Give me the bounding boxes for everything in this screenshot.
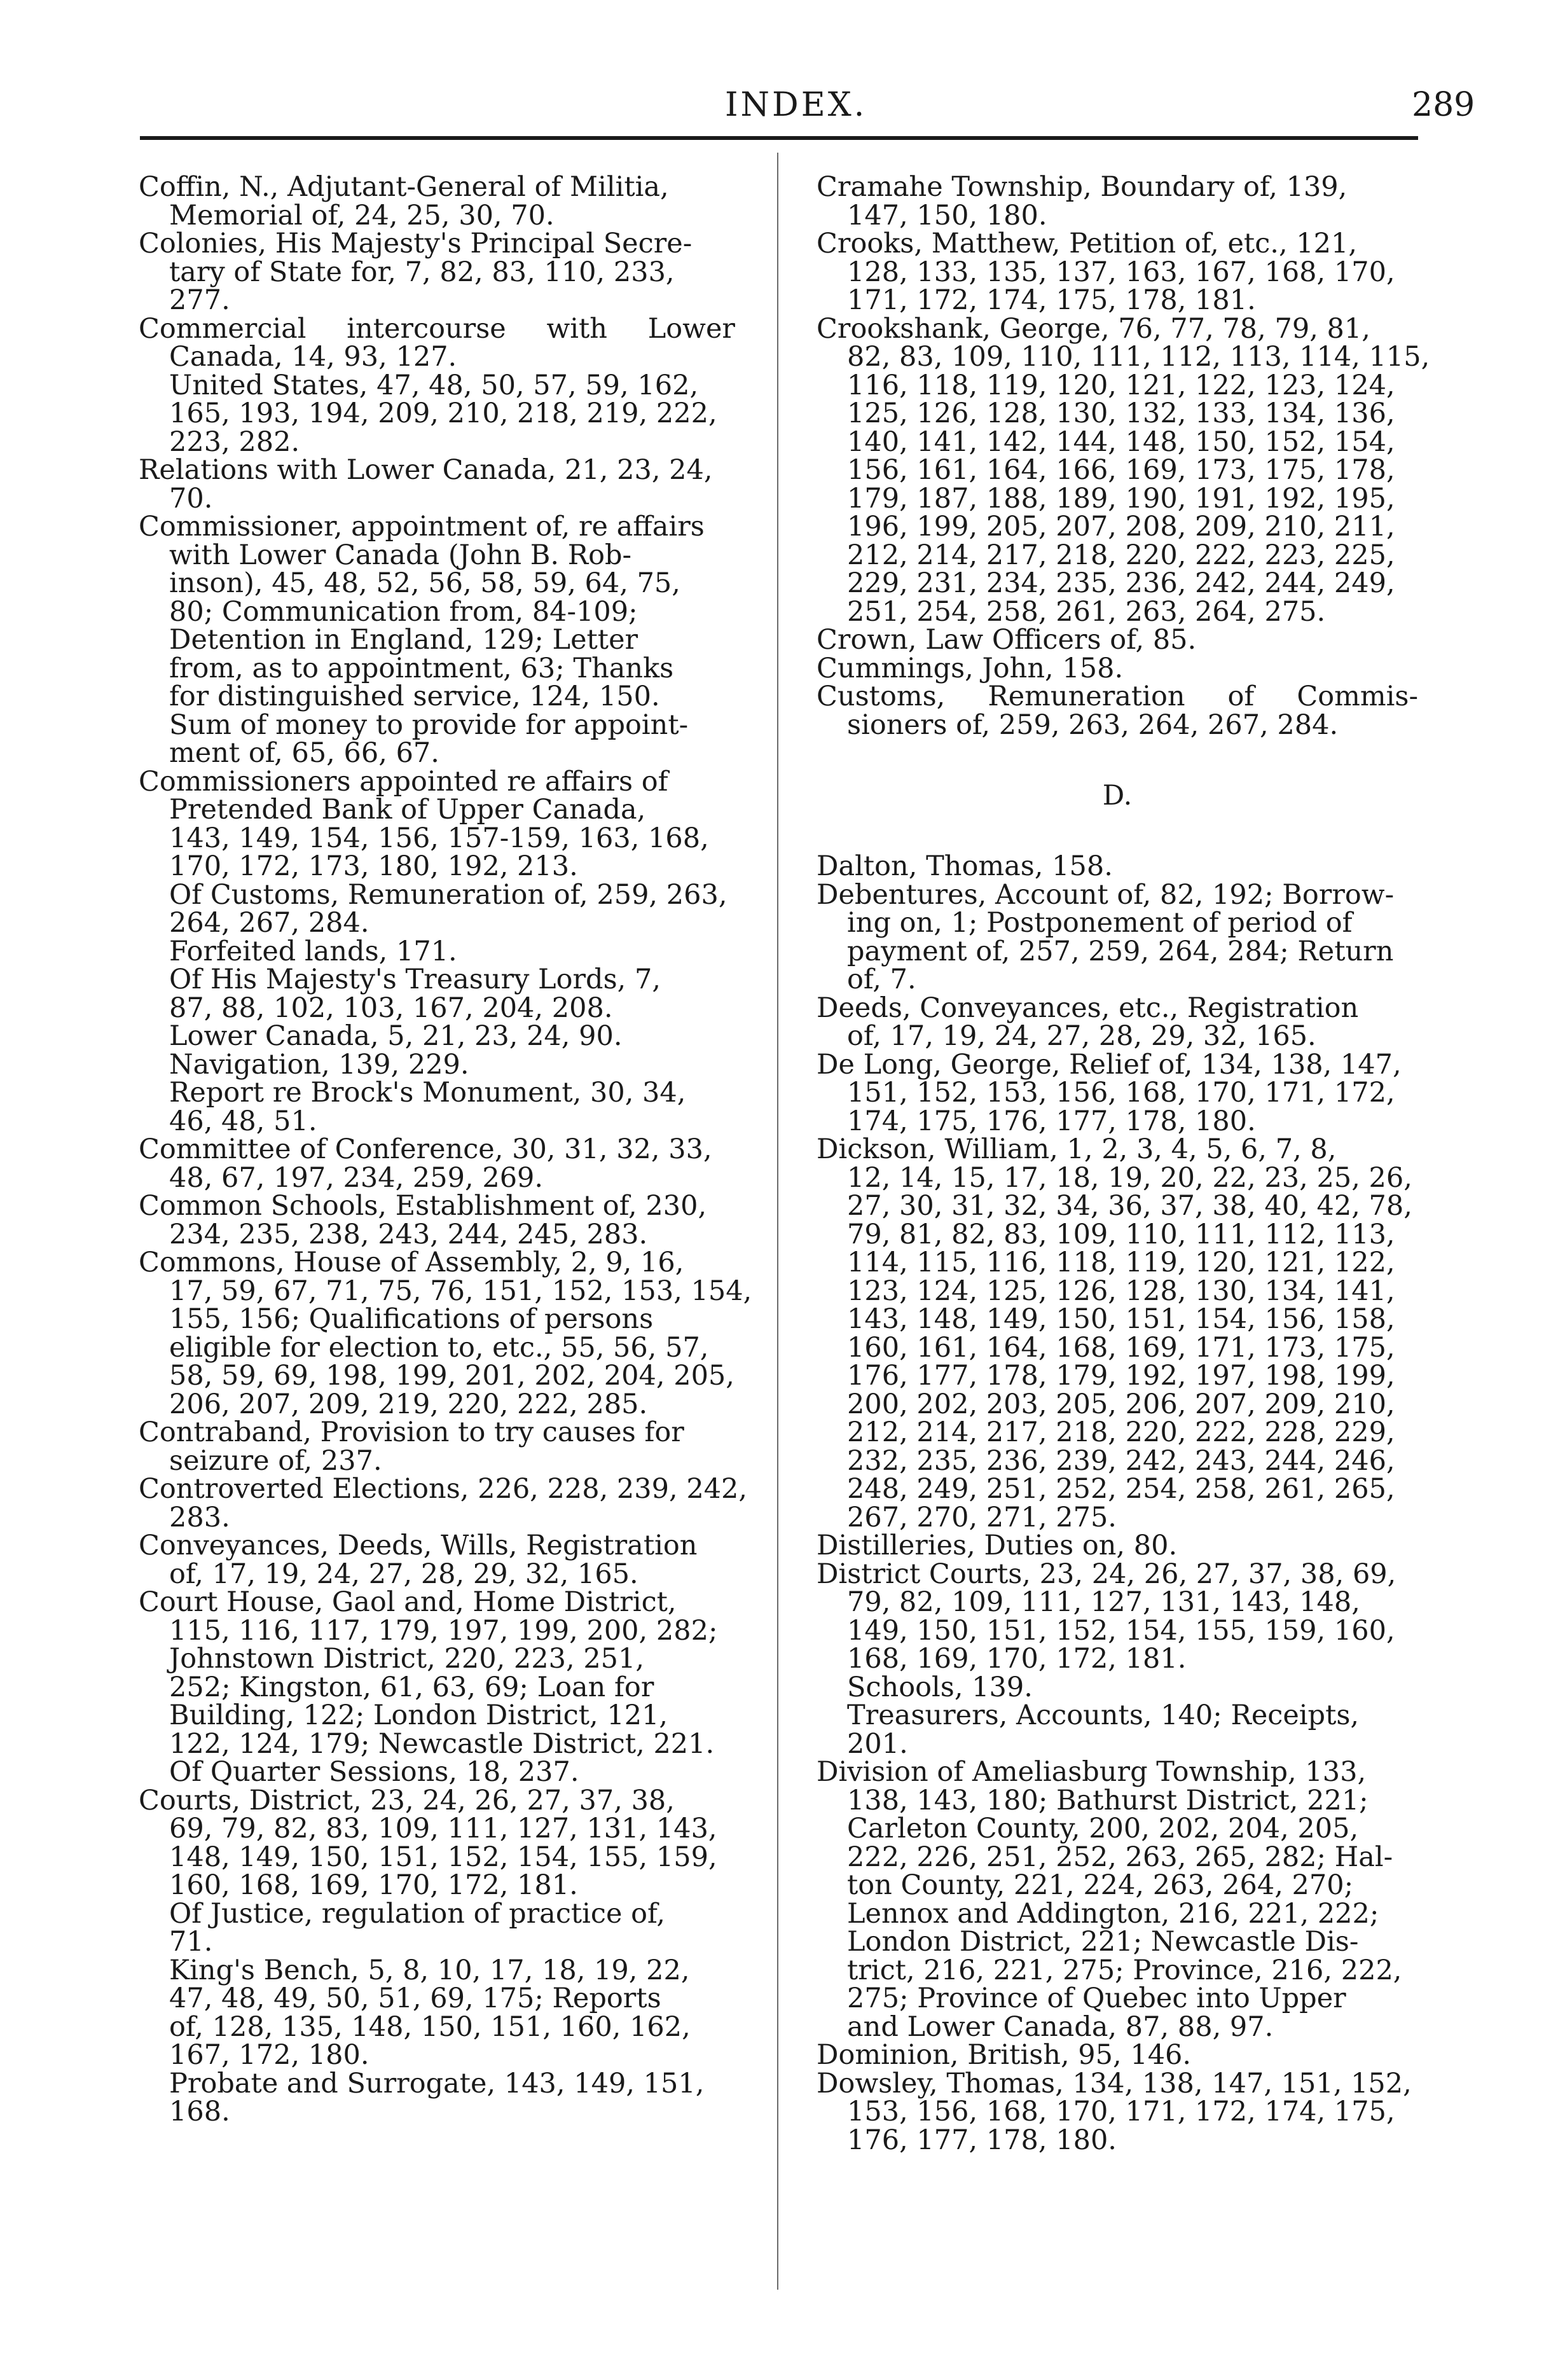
index-entry-continuation: Canada, 14, 93, 127. bbox=[169, 341, 457, 373]
header-rule bbox=[140, 136, 1418, 140]
index-column-left bbox=[139, 171, 752, 2127]
index-entry-continuation: payment of, 257, 259, 264, 284; Return bbox=[847, 935, 1394, 967]
index-entry-continuation: 48, 67, 197, 234, 259, 269. bbox=[169, 1161, 544, 1194]
index-entry-continuation: 116, 118, 119, 120, 121, 122, 123, 124, bbox=[847, 369, 1395, 401]
index-entry-continuation: 79, 82, 109, 111, 127, 131, 143, 148, bbox=[847, 1586, 1360, 1618]
index-entry-continuation: 114, 115, 116, 118, 119, 120, 121, 122, bbox=[847, 1247, 1395, 1278]
index-entry-continuation: of, 7. bbox=[847, 964, 916, 995]
index-entry-continuation: 46, 48, 51. bbox=[169, 1105, 317, 1137]
index-entry-continuation: 251, 254, 258, 261, 263, 264, 275. bbox=[847, 595, 1326, 628]
index-entry-continuation: 70. bbox=[169, 482, 213, 515]
index-entry-line: Deeds, Conveyances, etc., Registration bbox=[817, 992, 1359, 1024]
index-entry-continuation: 252; Kingston, 61, 63, 69; Loan for bbox=[169, 1671, 654, 1703]
index-entry-continuation: 165, 193, 194, 209, 210, 218, 219, 222, bbox=[169, 398, 717, 429]
index-entry-line: Colonies, His Majesty's Principal Secre- bbox=[139, 228, 693, 259]
index-entry-line: Dominion, British, 95, 146. bbox=[817, 2039, 1192, 2071]
index-entry-continuation: of, 17, 19, 24, 27, 28, 29, 32, 165. bbox=[847, 1020, 1316, 1052]
index-entry-continuation: London District, 221; Newcastle Dis- bbox=[847, 1926, 1359, 1958]
index-entry-continuation: Detention in England, 129; Letter bbox=[169, 624, 638, 656]
index-entry-line: Dickson, William, 1, 2, 3, 4, 5, 6, 7, 8, bbox=[817, 1133, 1337, 1165]
index-entry-continuation: 148, 149, 150, 151, 152, 154, 155, 159, bbox=[169, 1841, 717, 1873]
index-entry-continuation: 168. bbox=[169, 2096, 230, 2127]
index-entry-continuation: of, 17, 19, 24, 27, 28, 29, 32, 165. bbox=[169, 1558, 638, 1590]
index-entry-continuation: ton County, 221, 224, 263, 264, 270; bbox=[847, 1869, 1354, 1901]
index-entry-line: Courts, District, 23, 24, 26, 27, 37, 38, bbox=[139, 1784, 675, 1816]
index-entry-continuation: tary of State for, 7, 82, 83, 110, 233, bbox=[169, 256, 675, 288]
index-entry-continuation: 58, 59, 69, 198, 199, 201, 202, 204, 205, bbox=[169, 1360, 734, 1392]
index-entry-continuation: 122, 124, 179; Newcastle District, 221. bbox=[169, 1727, 715, 1760]
index-entry-continuation: 264, 267, 284. bbox=[169, 907, 369, 939]
index-entry-continuation: 143, 148, 149, 150, 151, 154, 156, 158, bbox=[847, 1303, 1395, 1335]
index-entry-line: Crooks, Matthew, Petition of, etc., 121, bbox=[817, 228, 1358, 259]
index-entry-continuation: ment of, 65, 66, 67. bbox=[169, 737, 439, 769]
index-entry-continuation: 155, 156; Qualifications of persons bbox=[169, 1303, 654, 1335]
blank-line bbox=[817, 824, 1418, 853]
index-entry-continuation: Probate and Surrogate, 143, 149, 151, bbox=[169, 2067, 705, 2100]
index-entry-continuation: 196, 199, 205, 207, 208, 209, 210, 211, bbox=[847, 511, 1395, 543]
index-entry-continuation: Pretended Bank of Upper Canada, bbox=[169, 794, 646, 826]
index-entry-continuation: 229, 231, 234, 235, 236, 242, 244, 249, bbox=[847, 567, 1395, 599]
index-entry-continuation: of, 128, 135, 148, 150, 151, 160, 162, bbox=[169, 2010, 691, 2043]
index-entry-continuation: Of Quarter Sessions, 18, 237. bbox=[169, 1756, 579, 1788]
index-entry-continuation: trict, 216, 221, 275; Province, 216, 222, bbox=[847, 1954, 1402, 1986]
index-entry-continuation: 79, 81, 82, 83, 109, 110, 111, 112, 113, bbox=[847, 1218, 1395, 1250]
index-entry-continuation: 167, 172, 180. bbox=[169, 2039, 369, 2071]
index-entry-line: Relations with Lower Canada, 21, 23, 24, bbox=[139, 454, 713, 486]
index-entry-continuation: 138, 143, 180; Bathurst District, 221; bbox=[847, 1784, 1368, 1816]
index-entry-continuation: 82, 83, 109, 110, 111, 112, 113, 114, 115, bbox=[847, 341, 1430, 373]
index-entry-continuation: 125, 126, 128, 130, 132, 133, 134, 136, bbox=[847, 398, 1395, 429]
index-entry-continuation: 147, 150, 180. bbox=[847, 199, 1047, 232]
index-entry-continuation: 151, 152, 153, 156, 168, 170, 171, 172, bbox=[847, 1077, 1395, 1109]
index-entry-continuation: 176, 177, 178, 180. bbox=[847, 2124, 1117, 2156]
index-entry-continuation: Of Justice, regulation of practice of, bbox=[169, 1897, 666, 1930]
index-entry-continuation: Of His Majesty's Treasury Lords, 7, bbox=[169, 964, 661, 995]
index-entry-line: Distilleries, Duties on, 80. bbox=[817, 1530, 1178, 1561]
index-entry-continuation: 248, 249, 251, 252, 254, 258, 261, 265, bbox=[847, 1473, 1395, 1505]
index-entry-continuation: 12, 14, 15, 17, 18, 19, 20, 22, 23, 25, 26, bbox=[847, 1161, 1412, 1194]
index-entry-continuation: eligible for election to, etc., 55, 56, 57, bbox=[169, 1331, 709, 1364]
index-entry-continuation: 170, 172, 173, 180, 192, 213. bbox=[169, 850, 578, 882]
index-entry-continuation: 223, 282. bbox=[169, 425, 300, 458]
index-entry-continuation: Lower Canada, 5, 21, 23, 24, 90. bbox=[169, 1020, 623, 1052]
index-column-right bbox=[817, 171, 1430, 2156]
index-entry-continuation: 277. bbox=[169, 284, 230, 316]
index-entry-continuation: 283. bbox=[169, 1501, 230, 1533]
index-entry-continuation: 171, 172, 174, 175, 178, 181. bbox=[847, 284, 1256, 316]
index-entry-continuation: inson), 45, 48, 52, 56, 58, 59, 64, 75, bbox=[169, 567, 680, 599]
index-entry-continuation: Johnstown District, 220, 223, 251, bbox=[169, 1643, 645, 1675]
index-entry-line: District Courts, 23, 24, 26, 27, 37, 38, 69, bbox=[817, 1558, 1396, 1590]
index-entry-continuation: 123, 124, 125, 126, 128, 130, 134, 141, bbox=[847, 1275, 1395, 1307]
index-entry-continuation: 87, 88, 102, 103, 167, 204, 208. bbox=[169, 992, 613, 1024]
page-number: 289 bbox=[1412, 86, 1475, 124]
index-entry-line: Commons, House of Assembly, 2, 9, 16, bbox=[139, 1247, 684, 1278]
index-entry-continuation: Navigation, 139, 229. bbox=[169, 1048, 469, 1081]
index-entry-continuation: 201. bbox=[847, 1727, 908, 1760]
index-entry-line: Coffin, N., Adjutant-General of Militia, bbox=[139, 171, 669, 203]
index-entry-line: Debentures, Account of, 82, 192; Borrow- bbox=[817, 878, 1395, 911]
index-entry-continuation: and Lower Canada, 87, 88, 97. bbox=[847, 2010, 1274, 2043]
index-entry-continuation: for distinguished service, 124, 150. bbox=[169, 681, 660, 712]
index-entry-continuation: 17, 59, 67, 71, 75, 76, 151, 152, 153, 154, bbox=[169, 1275, 752, 1307]
index-entry-continuation: 200, 202, 203, 205, 206, 207, 209, 210, bbox=[847, 1388, 1395, 1420]
index-entry-continuation: Memorial of, 24, 25, 30, 70. bbox=[169, 199, 555, 232]
index-entry-continuation: Report re Brock's Monument, 30, 34, bbox=[169, 1077, 686, 1109]
index-entry-line: Conveyances, Deeds, Wills, Registration bbox=[139, 1530, 698, 1561]
index-entry-continuation: Schools, 139. bbox=[847, 1671, 1033, 1703]
index-entry-line: Crookshank, George, 76, 77, 78, 79, 81, bbox=[817, 312, 1370, 345]
blank-line bbox=[817, 739, 1418, 768]
index-entry-continuation: 128, 133, 135, 137, 163, 167, 168, 170, bbox=[847, 256, 1395, 288]
index-entry-line: Controverted Elections, 226, 228, 239, 242, bbox=[139, 1473, 748, 1505]
index-entry-line: Commercial intercourse with Lower bbox=[139, 312, 735, 345]
column-divider bbox=[777, 153, 778, 2290]
index-entry-continuation: 174, 175, 176, 177, 178, 180. bbox=[847, 1105, 1256, 1137]
index-entry-continuation: 115, 116, 117, 179, 197, 199, 200, 282; bbox=[169, 1614, 718, 1647]
index-entry-line: Commissioners appointed re affairs of bbox=[139, 765, 668, 798]
index-entry-continuation: King's Bench, 5, 8, 10, 17, 18, 19, 22, bbox=[169, 1954, 690, 1986]
index-entry-continuation: with Lower Canada (John B. Rob- bbox=[169, 539, 632, 571]
running-head-title: INDEX. bbox=[725, 86, 867, 124]
index-entry-line: Commissioner, appointment of, re affairs bbox=[139, 511, 705, 543]
index-entry-continuation: seizure of, 237. bbox=[169, 1444, 382, 1477]
index-entry-continuation: sioners of, 259, 263, 264, 267, 284. bbox=[847, 709, 1339, 741]
section-letter-heading: D. bbox=[1102, 779, 1133, 812]
index-entry-continuation: 232, 235, 236, 239, 242, 243, 244, 246, bbox=[847, 1444, 1395, 1477]
index-entry-continuation: Building, 122; London District, 121, bbox=[169, 1699, 668, 1731]
index-entry-line: Cramahe Township, Boundary of, 139, bbox=[817, 171, 1348, 203]
index-entry-line: De Long, George, Relief of, 134, 138, 147, bbox=[817, 1048, 1402, 1081]
index-entry-line: Crown, Law Officers of, 85. bbox=[817, 624, 1197, 656]
index-entry-continuation: 212, 214, 217, 218, 220, 222, 228, 229, bbox=[847, 1416, 1395, 1448]
index-entry-continuation: 156, 161, 164, 166, 169, 173, 175, 178, bbox=[847, 454, 1395, 486]
index-entry-continuation: 143, 149, 154, 156, 157-159, 163, 168, bbox=[169, 822, 709, 854]
index-entry-line: Common Schools, Establishment of, 230, bbox=[139, 1190, 707, 1222]
index-entry-continuation: 212, 214, 217, 218, 220, 222, 223, 225, bbox=[847, 539, 1395, 571]
index-entry-continuation: 140, 141, 142, 144, 148, 150, 152, 154, bbox=[847, 425, 1395, 458]
index-entry-line: Dowsley, Thomas, 134, 138, 147, 151, 152, bbox=[817, 2067, 1412, 2100]
index-entry-continuation: Carleton County, 200, 202, 204, 205, bbox=[847, 1813, 1359, 1844]
index-entry-continuation: 206, 207, 209, 219, 220, 222, 285. bbox=[169, 1388, 648, 1420]
index-entry-continuation: 80; Communication from, 84-109; bbox=[169, 595, 638, 628]
index-entry-continuation: Forfeited lands, 171. bbox=[169, 935, 457, 967]
index-entry-continuation: 168, 169, 170, 172, 181. bbox=[847, 1643, 1187, 1675]
index-entry-continuation: Lennox and Addington, 216, 221, 222; bbox=[847, 1897, 1379, 1930]
index-entry-line: Court House, Gaol and, Home District, bbox=[139, 1586, 677, 1618]
index-entry-continuation: 176, 177, 178, 179, 192, 197, 198, 199, bbox=[847, 1360, 1395, 1392]
index-entry-continuation: 27, 30, 31, 32, 34, 36, 37, 38, 40, 42, 78, bbox=[847, 1190, 1412, 1222]
index-entry-continuation: 69, 79, 82, 83, 109, 111, 127, 131, 143, bbox=[169, 1813, 717, 1844]
index-entry-continuation: from, as to appointment, 63; Thanks bbox=[169, 652, 674, 684]
index-entry-line: Cummings, John, 158. bbox=[817, 652, 1124, 684]
index-entry-line: Committee of Conference, 30, 31, 32, 33, bbox=[139, 1133, 712, 1165]
index-entry-line: Contraband, Provision to try causes for bbox=[139, 1416, 684, 1448]
index-entry-continuation: 153, 156, 168, 170, 171, 172, 174, 175, bbox=[847, 2096, 1395, 2127]
index-entry-continuation: 267, 270, 271, 275. bbox=[847, 1501, 1117, 1533]
index-entry-continuation: 275; Province of Quebec into Upper bbox=[847, 1982, 1346, 2014]
index-entry-continuation: 160, 168, 169, 170, 172, 181. bbox=[169, 1869, 578, 1901]
index-entry-continuation: ing on, 1; Postponement of period of bbox=[847, 907, 1353, 939]
index-entry-continuation: Of Customs, Remuneration of, 259, 263, bbox=[169, 878, 727, 911]
index-entry-continuation: 160, 161, 164, 168, 169, 171, 173, 175, bbox=[847, 1331, 1395, 1364]
index-entry-continuation: Sum of money to provide for appoint- bbox=[169, 709, 689, 741]
index-entry-continuation: Treasurers, Accounts, 140; Receipts, bbox=[847, 1699, 1360, 1731]
index-entry-continuation: United States, 47, 48, 50, 57, 59, 162, bbox=[169, 369, 699, 401]
index-entry-continuation: 234, 235, 238, 243, 244, 245, 283. bbox=[169, 1218, 648, 1250]
index-entry-line: Division of Ameliasburg Township, 133, bbox=[817, 1756, 1367, 1788]
index-entry-continuation: 71. bbox=[169, 1926, 213, 1958]
index-entry-line: Customs, Remuneration of Commis- bbox=[817, 681, 1418, 712]
index-entry-continuation: 47, 48, 49, 50, 51, 69, 175; Reports bbox=[169, 1982, 661, 2014]
index-entry-continuation: 149, 150, 151, 152, 154, 155, 159, 160, bbox=[847, 1614, 1395, 1647]
index-entry-line: Dalton, Thomas, 158. bbox=[817, 850, 1113, 882]
index-entry-continuation: 222, 226, 251, 252, 263, 265, 282; Hal- bbox=[847, 1841, 1393, 1873]
index-entry-continuation: 179, 187, 188, 189, 190, 191, 192, 195, bbox=[847, 482, 1395, 515]
